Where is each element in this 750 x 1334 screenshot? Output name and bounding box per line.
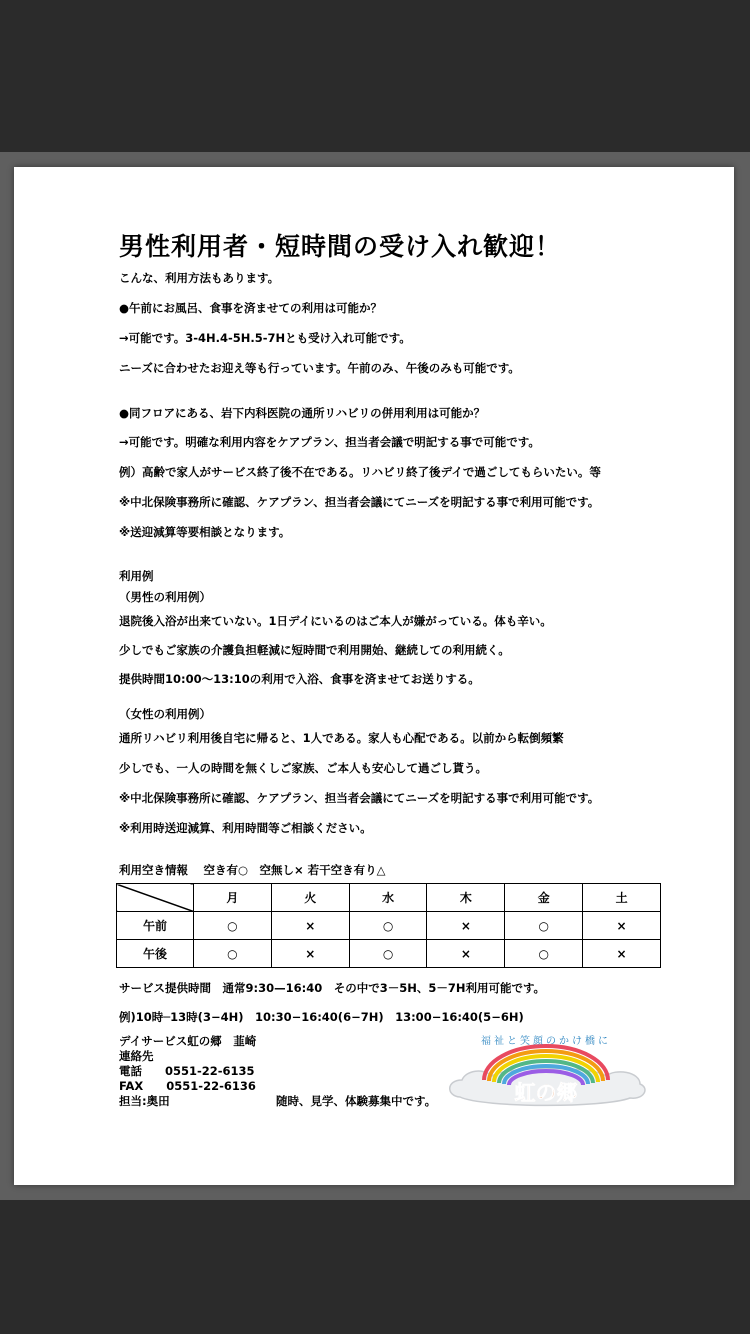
page-title: 男性利用者・短時間の受け入れ歓迎！ bbox=[119, 232, 562, 261]
question-2: ●同フロアにある、岩下内科医院の通所リハビリの併用利用は可能か？ bbox=[119, 406, 486, 420]
service-hours: サービス提供時間 通常9:30—16:40 その中で3－5H、5－7H利用可能です。 bbox=[119, 981, 546, 995]
table-header-cell: 月 bbox=[194, 884, 272, 912]
table-cell: × bbox=[583, 912, 661, 940]
female-example-heading: （女性の利用例） bbox=[119, 707, 211, 721]
female-example-line-2: 少しでも、一人の時間を無くしご家族、ご本人も安心して過ごし貰う。 bbox=[119, 761, 487, 775]
table-header-cell: 水 bbox=[349, 884, 427, 912]
table-cell: × bbox=[271, 940, 349, 968]
answer-2-line-2: 例）高齢で家人がサービス終了後不在である。リハビリ終了後デイで過ごしてもらいたい。等 bbox=[119, 465, 601, 479]
svg-text:福祉と笑顔のかけ橋に: 福祉と笑顔のかけ橋に bbox=[481, 1036, 611, 1047]
table-header-row bbox=[117, 884, 661, 912]
row-label-cell: 午後 bbox=[117, 940, 194, 968]
examples-heading: 利用例 bbox=[119, 569, 154, 583]
phone-number: 電話 0551-22-6135 bbox=[119, 1064, 255, 1078]
contact-label: 連絡先 bbox=[119, 1049, 154, 1063]
table-header-cell: 木 bbox=[427, 884, 505, 912]
answer-2-line-1: →可能です。明確な利用内容をケアプラン、担当者会議で明記する事で可能です。 bbox=[119, 435, 540, 449]
niji-no-sato-logo bbox=[444, 1032, 649, 1110]
table-row bbox=[117, 912, 661, 940]
viewer-top-bar bbox=[0, 0, 750, 152]
facility-name: デイサービス虹の郷 韮崎 bbox=[119, 1034, 257, 1048]
table-header-cell: 金 bbox=[505, 884, 583, 912]
availability-table bbox=[116, 883, 661, 968]
male-example-heading: （男性の利用例） bbox=[119, 590, 211, 604]
table-cell: ○ bbox=[194, 940, 272, 968]
female-example-line-3: ※中北保険事務所に確認、ケアプラン、担当者会議にてニーズを明記する事で利用可能です。 bbox=[119, 791, 600, 805]
female-example-line-1: 通所リハビリ利用後自宅に帰ると、1人である。家人も心配である。以前から転倒頻繁 bbox=[119, 731, 564, 745]
svg-text:虹の郷: 虹の郷 bbox=[514, 1081, 578, 1105]
answer-2-line-4: ※送迎減算等要相談となります。 bbox=[119, 525, 291, 539]
example-hours: 例)10時─13時(3−4H) 10:30−16:40(6−7H) 13:00−16:40(5−6H) bbox=[119, 1010, 524, 1024]
staff-name: 担当:奥田 bbox=[119, 1094, 170, 1108]
male-example-line-2: 少しでもご家族の介護負担軽減に短時間で利用開始、継続しての利用続く。 bbox=[119, 643, 510, 657]
table-cell: ○ bbox=[505, 912, 583, 940]
table-cell: × bbox=[583, 940, 661, 968]
document-page bbox=[14, 167, 734, 1185]
table-corner-cell bbox=[117, 884, 194, 912]
intro-text: こんな、利用方法もあります。 bbox=[119, 271, 280, 285]
table-header-cell: 土 bbox=[583, 884, 661, 912]
question-1: ●午前にお風呂、食事を済ませての利用は可能か？ bbox=[119, 301, 383, 315]
table-cell: ○ bbox=[194, 912, 272, 940]
table-header-cell: 火 bbox=[271, 884, 349, 912]
female-example-line-4: ※利用時送迎減算、利用時間等ご相談ください。 bbox=[119, 821, 372, 835]
recruitment-notice: 随時、見学、体験募集中です。 bbox=[276, 1094, 437, 1108]
answer-1-line-2: ニーズに合わせたお迎え等も行っています。午前のみ、午後のみも可能です。 bbox=[119, 361, 520, 375]
table-cell: ○ bbox=[349, 912, 427, 940]
row-label-cell: 午前 bbox=[117, 912, 194, 940]
male-example-line-1: 退院後入浴が出来ていない。1日デイにいるのはご本人が嫌がっている。体も辛い。 bbox=[119, 614, 552, 628]
table-cell: ○ bbox=[505, 940, 583, 968]
availability-heading: 利用空き情報 空き有○ 空無し× 若干空き有り△ bbox=[119, 863, 386, 877]
table-cell: × bbox=[427, 912, 505, 940]
male-example-line-3: 提供時間10:00～13:10の利用で入浴、食事を済ませてお送りする。 bbox=[119, 672, 480, 686]
table-cell: × bbox=[271, 912, 349, 940]
viewer-bottom-bar bbox=[0, 1200, 750, 1334]
table-cell: × bbox=[427, 940, 505, 968]
answer-2-line-3: ※中北保険事務所に確認、ケアプラン、担当者会議にてニーズを明記する事で利用可能です。 bbox=[119, 495, 600, 509]
table-row bbox=[117, 940, 661, 968]
fax-number: FAX 0551-22-6136 bbox=[119, 1079, 256, 1093]
answer-1-line-1: →可能です。3-4H.4-5H.5-7Hとも受け入れ可能です。 bbox=[119, 331, 411, 345]
table-cell: ○ bbox=[349, 940, 427, 968]
